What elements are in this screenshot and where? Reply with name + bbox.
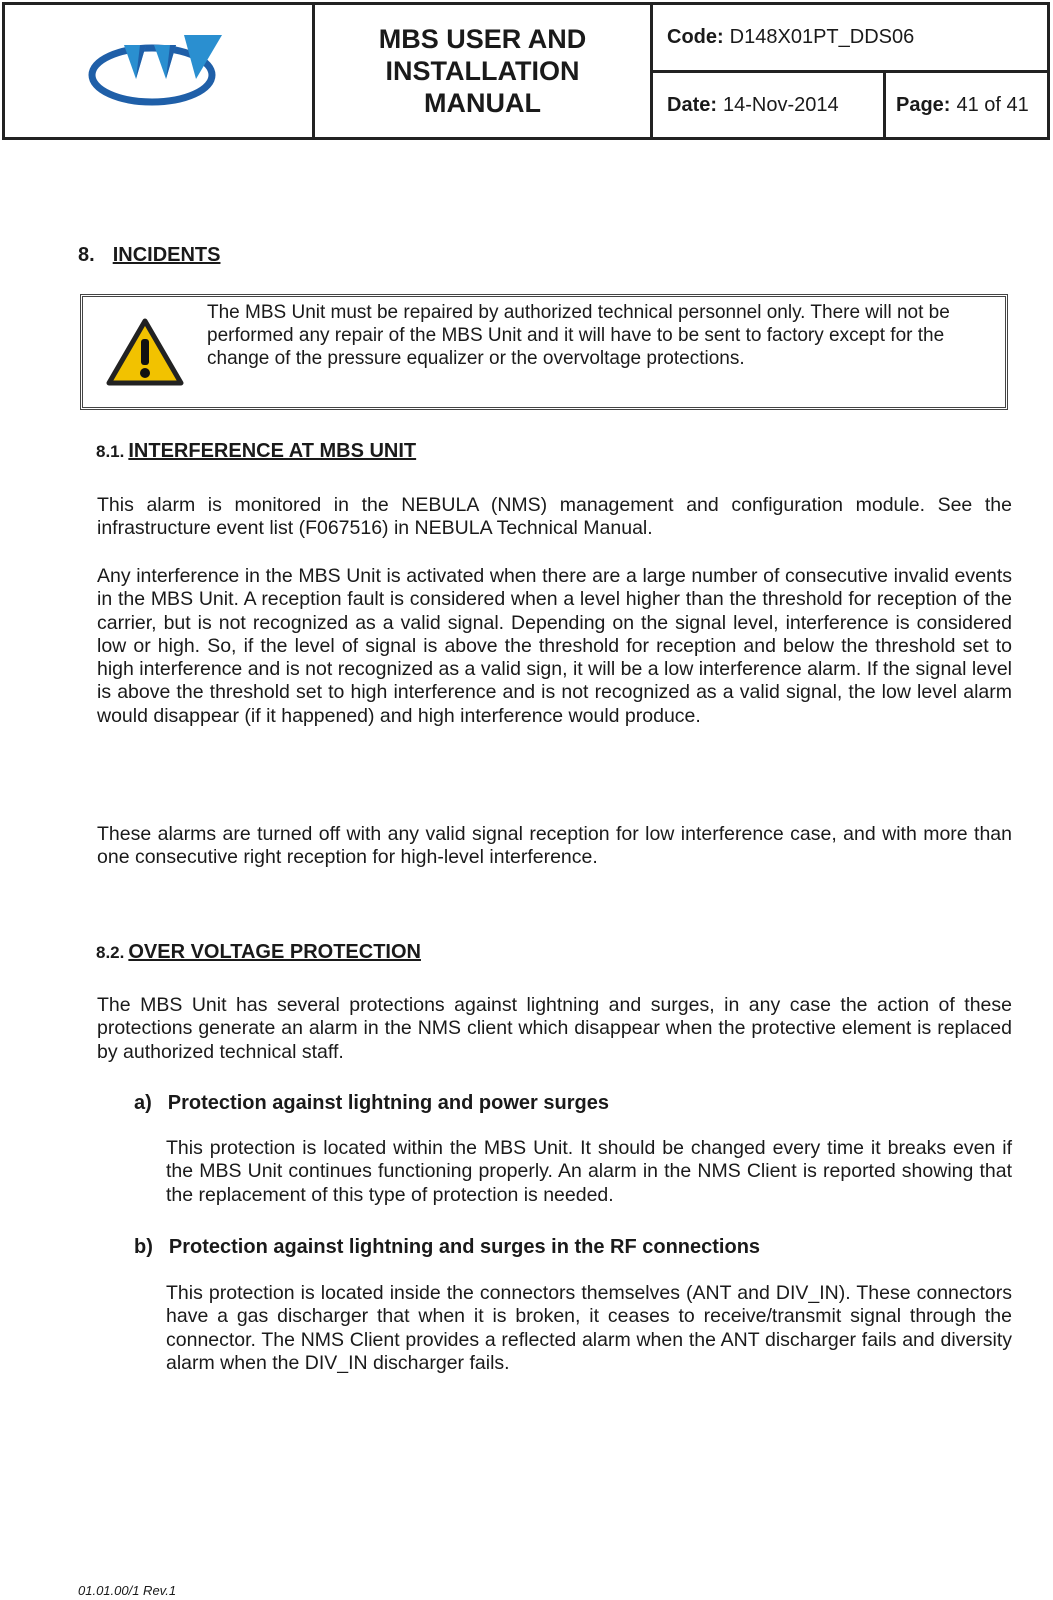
warning-icon-cell [83,297,207,407]
list-item-heading-text: Protection against lightning and surges in the RF connections [168,1236,761,1258]
warning-box [80,294,1008,410]
warning-text: The MBS Unit must be repaired by authorized technical personnel only. There will not be performed any repair of the MBS Unit and it will have to be sent to factory except for the change of the pressure equalizer or the overvoltage protections. [207,302,950,369]
title-line-3: MANUAL [424,88,541,118]
page-value: 41 of 41 [956,93,1029,116]
subsection-number: 8.2. [96,943,125,962]
list-item-heading-text: Protection against lightning and power surges [167,1092,609,1114]
company-logo-icon [84,31,234,111]
code-value: D148X01PT_DDS06 [729,26,915,48]
section-number: 8. [78,244,95,266]
title-line-2: INSTALLATION [385,56,580,86]
subsection-title-overvoltage [96,941,421,964]
date-value: 14-Nov-2014 [723,93,839,116]
title-line-1: MBS USER AND [378,24,587,54]
list-item-heading [134,1092,609,1115]
logo-cell [5,5,315,137]
section-title [78,244,220,267]
section-title-text: INCIDENTS [112,244,221,266]
page-cell [886,73,1047,137]
date-label: Date: [667,93,718,116]
subsection-title-interference [96,440,416,463]
paragraph: This alarm is monitored in the NEBULA (NMS) management and configuration module. See the infrastructure event list (F067516) in NEBULA Technical Manual. [97,494,1012,540]
list-item-text: This protection is located within the MBS Unit. It should be changed every time it breaks even if the MBS Unit continues functioning properly. An alarm in the NMS Client is reported showing that the replacement of this type of protection is needed. [166,1137,1012,1206]
warning-triangle-icon [105,317,185,387]
list-item-text: This protection is located inside the connectors themselves (ANT and DIV_IN). These connectors have a gas discharger that when it is broken, it ceases to receive/transmit signal through the connector. The NMS Client provides a reflected alarm when the ANT discharger fails and diversity alarm when the DIV_IN discharger fails. [166,1282,1012,1374]
footer-revision: 01.01.00/1 Rev.1 [78,1583,177,1598]
document-title [315,5,653,137]
list-item-letter: a) [134,1092,152,1114]
page-label: Page: [896,93,951,116]
list-item-letter: b) [134,1236,153,1258]
date-cell [653,73,886,137]
subsection-title-text: OVER VOLTAGE PROTECTION [128,941,421,963]
subsection-number: 8.1. [96,442,125,461]
paragraph: The MBS Unit has several protections against lightning and surges, in any case the action of these protections generate an alarm in the NMS client which disappear when the protective element is replaced by authorized technical staff. [97,994,1012,1063]
date-page-row [653,73,1047,137]
document-meta [653,5,1047,137]
code-label: Code: [667,26,724,48]
subsection-title-text: INTERFERENCE AT MBS UNIT [128,440,417,462]
paragraph: Any interference in the MBS Unit is activated when there are a large number of consecutive invalid events in the MBS Unit. A reception fault is considered when a level higher than the threshold for reception of the carrier, but is not recognized as a valid signal. Depending on the signal level, interference is considered low or high. So, if the level of signal is above the threshold for reception and below the threshold set to high interference and is not recognized as a valid sign, it will be a low interference alarm. If the signal level is above the threshold set to high interference and is not recognized as a valid signal, the low level alarm would disappear (if it happened) and high interference would produce. [97,565,1012,727]
paragraph: These alarms are turned off with any valid signal reception for low interference case, and with more than one consecutive right reception for high-level interference. [97,823,1012,869]
list-item-heading [134,1236,760,1259]
code-row [653,5,1047,73]
document-header [2,2,1050,140]
